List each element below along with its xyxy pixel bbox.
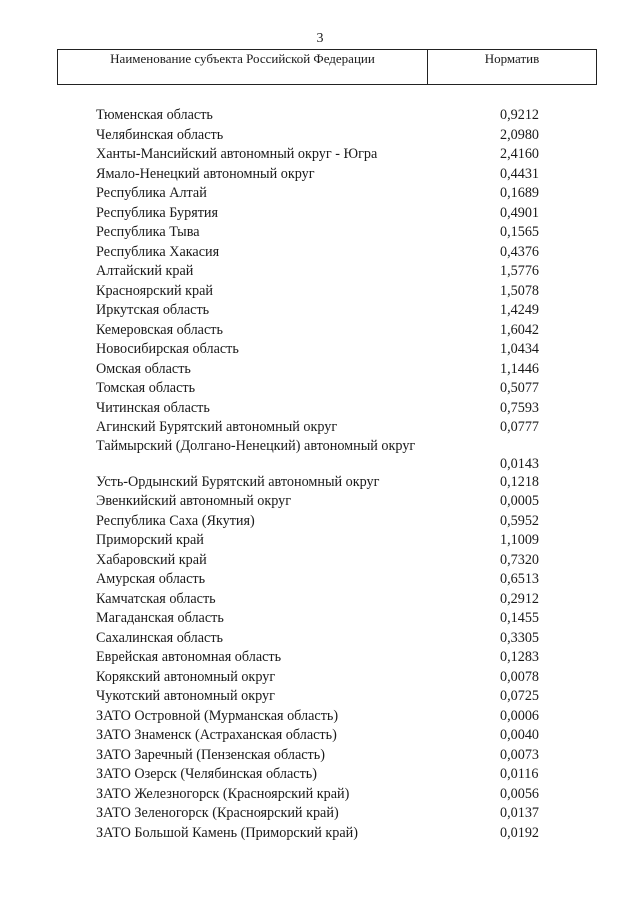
- table-row: [0, 570, 640, 590]
- table-row: [0, 824, 640, 844]
- norm-value: 0,0725: [500, 688, 540, 704]
- norm-value: 2,0980: [500, 126, 540, 143]
- norm-value: 0,0078: [500, 668, 540, 685]
- subject-name: Республика Алтай: [96, 185, 207, 201]
- norm-value: 0,1689: [500, 185, 540, 201]
- table-row: [0, 438, 640, 473]
- subject-name: Иркутская область: [96, 302, 210, 318]
- norm-value: 1,1446: [500, 360, 540, 377]
- table-row: [0, 648, 640, 668]
- norm-value: 0,6513: [500, 571, 540, 587]
- subject-name: Ямало-Ненецкий автономный округ: [96, 165, 315, 182]
- norm-value: 0,4901: [500, 204, 540, 221]
- table-row: [0, 379, 640, 399]
- subject-name: Республика Хакасия: [96, 243, 220, 260]
- column-header-subject-name: Наименование субъекта Российской Федерации: [58, 50, 428, 84]
- table-row: [0, 590, 640, 610]
- norm-value: 0,0056: [500, 785, 540, 802]
- subject-name: Кемеровская область: [96, 321, 223, 338]
- subject-name: Сахалинская область: [96, 629, 224, 646]
- norm-value: 0,3305: [500, 629, 540, 646]
- table-row: [0, 629, 640, 649]
- table-header: [57, 49, 597, 85]
- table-row: [0, 321, 640, 341]
- subject-name: Усть-Ордынский Бурятский автономный округ: [96, 473, 380, 490]
- table-row: [0, 609, 640, 629]
- norm-value: 0,1455: [500, 610, 540, 626]
- subject-name: Таймырский (Долгано-Ненецкий) автономный округ: [96, 437, 416, 454]
- norm-value: 1,1009: [500, 532, 540, 548]
- table-row: [0, 184, 640, 204]
- table-row: [0, 106, 640, 126]
- table-row: [0, 512, 640, 532]
- norm-value: 0,0192: [500, 824, 540, 841]
- subject-name: ЗАТО Озерск (Челябинская область): [96, 766, 317, 782]
- norm-value: 0,4376: [500, 243, 540, 260]
- subject-name: Республика Бурятия: [96, 204, 219, 221]
- subject-name: Амурская область: [96, 571, 206, 587]
- subject-name: ЗАТО Островной (Мурманская область): [96, 707, 339, 724]
- table-row: [0, 418, 640, 438]
- subject-name: Приморский край: [96, 532, 204, 548]
- table-row: [0, 282, 640, 302]
- subject-name: ЗАТО Большой Камень (Приморский край): [96, 824, 358, 841]
- norm-value: 0,0137: [500, 805, 540, 821]
- table-row: [0, 531, 640, 551]
- norms-list: [0, 106, 640, 843]
- table-row: [0, 804, 640, 824]
- norm-value: 2,4160: [500, 146, 540, 162]
- norm-value: 0,0006: [500, 707, 540, 724]
- table-row: [0, 668, 640, 688]
- table-row: [0, 551, 640, 571]
- table-row: [0, 746, 640, 766]
- norm-value: 0,0005: [500, 493, 540, 509]
- subject-name: Омская область: [96, 360, 191, 377]
- subject-name: Ханты-Мансийский автономный округ - Югра: [96, 146, 378, 162]
- norm-value: 0,0777: [500, 419, 540, 435]
- table-row: [0, 223, 640, 243]
- norm-value: 0,0040: [500, 727, 540, 743]
- column-header-norm: Норматив: [484, 51, 540, 66]
- norm-value: 1,4249: [500, 302, 540, 318]
- table-row: [0, 262, 640, 282]
- norm-value: 0,7320: [500, 551, 540, 568]
- subject-name: ЗАТО Знаменск (Астраханская область): [96, 727, 337, 743]
- table-row: [0, 243, 640, 263]
- norm-value: 1,0434: [500, 341, 540, 357]
- subject-name: Хабаровский край: [96, 551, 207, 568]
- norm-value: 0,4431: [500, 165, 540, 182]
- norm-value: 1,6042: [500, 321, 540, 338]
- table-row: [0, 340, 640, 360]
- norm-value: 1,5078: [500, 282, 540, 299]
- table-row: [0, 492, 640, 512]
- subject-name: Новосибирская область: [96, 341, 239, 357]
- norm-value: 0,2912: [500, 590, 540, 607]
- table-row: [0, 204, 640, 224]
- norm-value: 1,5776: [500, 263, 540, 279]
- subject-name: Еврейская автономная область: [96, 649, 282, 665]
- norm-value: 0,1283: [500, 649, 540, 665]
- table-row: [0, 473, 640, 493]
- subject-name: Тюменская область: [96, 107, 213, 123]
- table-row: [0, 687, 640, 707]
- table-row: [0, 126, 640, 146]
- norm-value: 0,9212: [500, 107, 540, 123]
- subject-name: ЗАТО Заречный (Пензенская область): [96, 746, 325, 763]
- norm-value: 0,0143: [500, 455, 540, 472]
- subject-name: ЗАТО Зеленогорск (Красноярский край): [96, 805, 339, 821]
- subject-name: Томская область: [96, 380, 196, 396]
- table-row: [0, 765, 640, 785]
- table-row: [0, 145, 640, 165]
- table-row: [0, 360, 640, 380]
- subject-name: Челябинская область: [96, 126, 224, 143]
- subject-name: Республика Тыва: [96, 224, 200, 240]
- table-row: [0, 785, 640, 805]
- norm-value: 0,0073: [500, 746, 540, 763]
- norm-value: 0,1565: [500, 224, 540, 240]
- subject-name: Читинская область: [96, 399, 210, 416]
- subject-name: Эвенкийский автономный округ: [96, 493, 292, 509]
- subject-name: Магаданская область: [96, 610, 224, 626]
- table-row: [0, 165, 640, 185]
- subject-name: Камчатская область: [96, 590, 216, 607]
- subject-name: Корякский автономный округ: [96, 668, 276, 685]
- page-number: 3: [316, 31, 324, 46]
- subject-name: Республика Саха (Якутия): [96, 512, 255, 529]
- subject-name: Алтайский край: [96, 263, 194, 279]
- subject-name: ЗАТО Железногорск (Красноярский край): [96, 785, 350, 802]
- subject-name: Красноярский край: [96, 282, 213, 299]
- norm-value: 0,0116: [500, 766, 539, 782]
- table-row: [0, 301, 640, 321]
- norm-value: 0,5952: [500, 512, 540, 529]
- table-row: [0, 726, 640, 746]
- subject-name: Агинский Бурятский автономный округ: [96, 419, 338, 435]
- norm-value: 0,1218: [500, 473, 540, 490]
- norm-value: 0,5077: [500, 380, 540, 396]
- table-row: [0, 399, 640, 419]
- norm-value: 0,7593: [500, 399, 540, 416]
- table-row: [0, 707, 640, 727]
- subject-name: Чукотский автономный округ: [96, 688, 275, 704]
